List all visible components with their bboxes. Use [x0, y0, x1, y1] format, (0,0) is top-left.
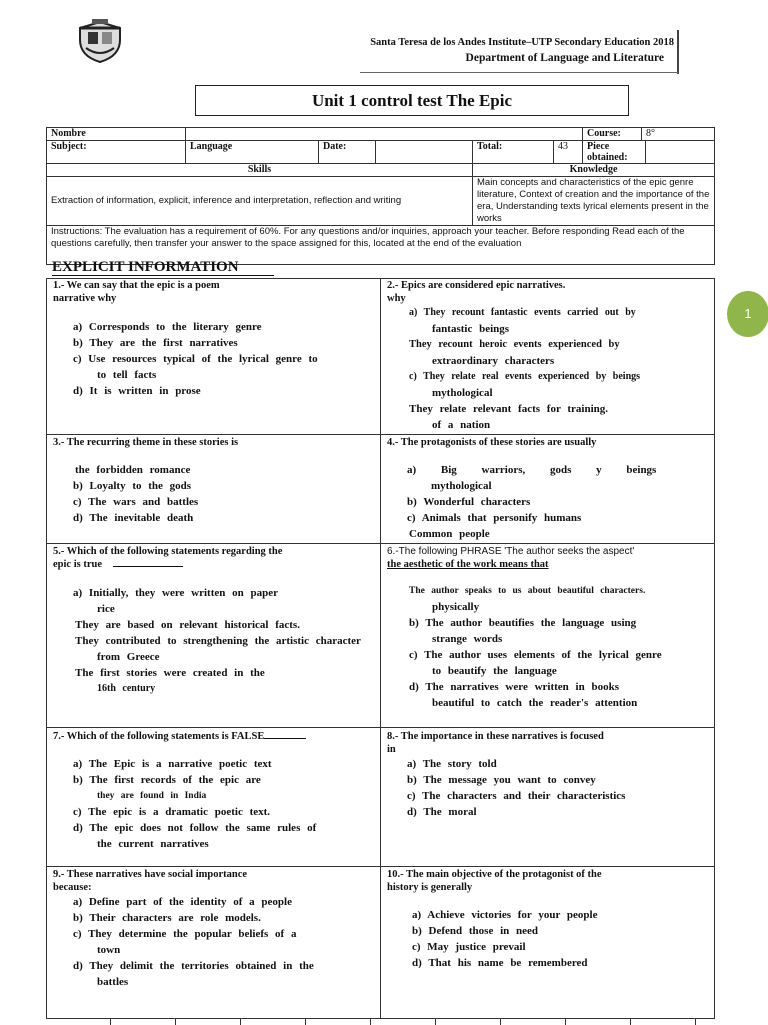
question-2: [387, 279, 712, 433]
question-6-stem-cont: the aesthetic of the work means that: [387, 559, 549, 570]
question-2-stem: 2.- Epics are considered epic narratives.: [387, 280, 566, 291]
instructions-text: Instructions: The evaluation has a requirement of 60%. For any questions and/or inquiries, approach your teacher. Before responding Read each of the questions carefully, then transfer your answer to the space assigned for this, located at the end of the evaluation: [47, 226, 715, 265]
date-field[interactable]: [376, 141, 473, 164]
q5-option-d[interactable]: The first stories were created in the: [75, 667, 265, 679]
q6-option-b[interactable]: b) The author beautifies the language using: [409, 617, 637, 629]
subject-value: Language: [186, 141, 319, 164]
question-5-stem-cont: epic is true: [53, 558, 383, 571]
question-1-stem-cont: narrative why: [53, 293, 117, 304]
course-label: Course:: [583, 128, 642, 141]
q10-option-c[interactable]: c) May justice prevail: [412, 941, 526, 953]
q7-option-d-cont: the current narratives: [97, 838, 209, 850]
question-2-stem-cont: why: [387, 293, 406, 304]
q6-option-a-cont: physically: [432, 601, 480, 613]
question-8-stem: 8.- The importance in these narratives is focused: [387, 731, 604, 742]
piece-obtained-label: Piece obtained:: [583, 141, 646, 164]
student-info-table: [46, 127, 715, 265]
piece-obtained-field[interactable]: [646, 141, 715, 164]
question-10-stem-cont: history is generally: [387, 882, 473, 893]
question-5-stem: 5.- Which of the following statements regarding the: [53, 546, 283, 557]
q6-option-b-cont: strange words: [432, 633, 503, 645]
q3-option-b[interactable]: b) Loyalty to the gods: [73, 480, 192, 492]
question-6: [387, 545, 714, 711]
q4-option-c[interactable]: c) Animals that personify humans: [407, 512, 582, 524]
q6-option-d-cont: beautiful to catch the reader's attention: [432, 697, 638, 709]
q9-option-c-cont: town: [97, 944, 121, 956]
q9-option-c[interactable]: c) They determine the popular beliefs of a: [73, 928, 297, 940]
q4-option-a-cont: mythological: [431, 480, 492, 492]
q5-option-a[interactable]: a) Initially, they were written on paper: [73, 587, 278, 599]
total-label: Total:: [473, 141, 554, 164]
q7-option-a[interactable]: a) The Epic is a narrative poetic text: [73, 758, 272, 770]
question-8: [387, 730, 712, 820]
q5-option-c-cont: from Greece: [97, 651, 160, 663]
q1-option-d[interactable]: d) It is written in prose: [73, 385, 201, 397]
question-8-stem-cont: in: [387, 744, 396, 755]
q8-option-d[interactable]: d) The moral: [407, 806, 477, 818]
name-field[interactable]: [186, 128, 583, 141]
q1-option-b[interactable]: b) They are the first narratives: [73, 337, 238, 349]
q8-option-a[interactable]: a) The story told: [407, 758, 497, 770]
q3-option-c[interactable]: c) The wars and battles: [73, 496, 199, 508]
q7-option-d[interactable]: d) The epic does not follow the same rules of: [73, 822, 317, 834]
section-underline: [52, 275, 274, 276]
header-underline: [360, 72, 678, 73]
q7-option-b-cont: they are found in India: [97, 791, 207, 801]
question-10: [387, 868, 712, 971]
q5-option-c[interactable]: They contributed to strengthening the artistic character: [75, 635, 361, 647]
q5-option-a-cont: rice: [97, 603, 115, 615]
school-crest-logo: [76, 18, 124, 64]
test-title: Unit 1 control test The Epic: [195, 85, 629, 116]
question-7: [53, 730, 378, 852]
q8-option-b[interactable]: b) The message you want to convey: [407, 774, 596, 786]
q2-option-b-cont: extraordinary characters: [432, 355, 555, 367]
q3-option-a[interactable]: the forbidden romance: [75, 464, 191, 476]
q7-option-b[interactable]: b) The first records of the epic are: [73, 774, 261, 786]
q8-option-c[interactable]: c) The characters and their characteristics: [407, 790, 626, 802]
knowledge-header: Knowledge: [473, 164, 715, 177]
grid-divider-row3: [46, 727, 715, 728]
q5-option-b[interactable]: They are based on relevant historical facts.: [75, 619, 300, 631]
q6-option-a[interactable]: The author speaks to us about beautiful characters.: [409, 586, 646, 596]
skills-header: Skills: [47, 164, 473, 177]
total-value: 43: [554, 141, 583, 164]
q9-option-a[interactable]: a) Define part of the identity of a people: [73, 896, 292, 908]
q7-option-c[interactable]: c) The epic is a dramatic poetic text.: [73, 806, 271, 818]
question-9-stem: 9.- These narratives have social importance: [53, 869, 248, 880]
course-value: 8°: [642, 128, 715, 141]
name-label: Nombre: [47, 128, 186, 141]
q2-option-c[interactable]: c) They relate real events experienced by beings: [409, 371, 641, 382]
question-9: [53, 868, 378, 990]
q1-option-c[interactable]: c) Use resources typical of the lyrical genre to: [73, 353, 318, 365]
grid-divider-row2: [46, 543, 715, 544]
question-10-stem: 10.- The main objective of the protagonist of the: [387, 869, 602, 880]
question-5: [53, 545, 383, 697]
question-1-stem: 1.- We can say that the epic is a poem: [53, 280, 220, 291]
date-label: Date:: [319, 141, 376, 164]
q6-option-c[interactable]: c) The author uses elements of the lyrical genre: [409, 649, 662, 661]
question-4-stem: 4.- The protagonists of these stories are usually: [387, 437, 597, 448]
q6-option-c-cont: to beautify the language: [432, 665, 557, 677]
q2-option-a[interactable]: a) They recount fantastic events carried out by: [409, 307, 636, 318]
page-number-badge: 1: [727, 291, 768, 337]
q2-option-a-cont: fantastic beings: [432, 323, 510, 335]
q2-option-d[interactable]: They relate relevant facts for training.: [409, 403, 609, 415]
q10-option-b[interactable]: b) Defend those in need: [412, 925, 539, 937]
q1-option-c-cont: to tell facts: [97, 369, 157, 381]
q4-option-d[interactable]: Common people: [409, 528, 490, 540]
question-3-stem: 3.- The recurring theme in these stories is: [53, 437, 239, 448]
q4-option-a[interactable]: a) Big warriors, gods y beings: [407, 464, 657, 476]
grid-divider-row4: [46, 866, 715, 867]
q10-option-a[interactable]: a) Achieve victories for your people: [412, 909, 598, 921]
q2-option-d-cont: of a nation: [432, 419, 491, 431]
q9-option-b[interactable]: b) Their characters are role models.: [73, 912, 261, 924]
institution-name: Santa Teresa de los Andes Institute–UTP Secondary Education 2018: [370, 37, 674, 48]
q2-option-c-cont: mythological: [432, 387, 493, 399]
question-3: [53, 436, 378, 526]
q3-option-d[interactable]: d) The inevitable death: [73, 512, 194, 524]
q1-option-a[interactable]: a) Corresponds to the literary genre: [73, 321, 262, 333]
q6-option-d[interactable]: d) The narratives were written in books: [409, 681, 619, 693]
department-name: Department of Language and Literature: [465, 52, 664, 64]
subject-label: Subject:: [47, 141, 186, 164]
question-4: [387, 436, 712, 542]
grid-divider-row1: [46, 434, 715, 435]
knowledge-text: Main concepts and characteristics of the epic genre literature, Context of creation and the importance of the era, Understanding texts lyrical elements present in the works: [473, 177, 715, 226]
question-1: [53, 279, 378, 399]
question-6-stem: 6.-The following PHRASE 'The author seeks the aspect': [387, 546, 635, 557]
q10-option-d[interactable]: d) That his name be remembered: [412, 957, 588, 969]
q9-option-d[interactable]: d) They delimit the territories obtained in the: [73, 960, 314, 972]
header-divider: [677, 30, 679, 74]
question-7-stem: 7.- Which of the following statements is FALSE: [53, 730, 378, 743]
q5-option-d-cont: 16th century: [97, 683, 156, 694]
skills-text: Extraction of information, explicit, inference and interpretation, reflection and writing: [47, 177, 473, 226]
q4-option-b[interactable]: b) Wonderful characters: [407, 496, 531, 508]
q9-option-d-cont: battles: [97, 976, 129, 988]
q2-option-b[interactable]: They recount heroic events experienced by: [409, 339, 620, 350]
section-title: EXPLICIT INFORMATION: [52, 259, 239, 275]
question-9-stem-cont: because:: [53, 882, 92, 893]
